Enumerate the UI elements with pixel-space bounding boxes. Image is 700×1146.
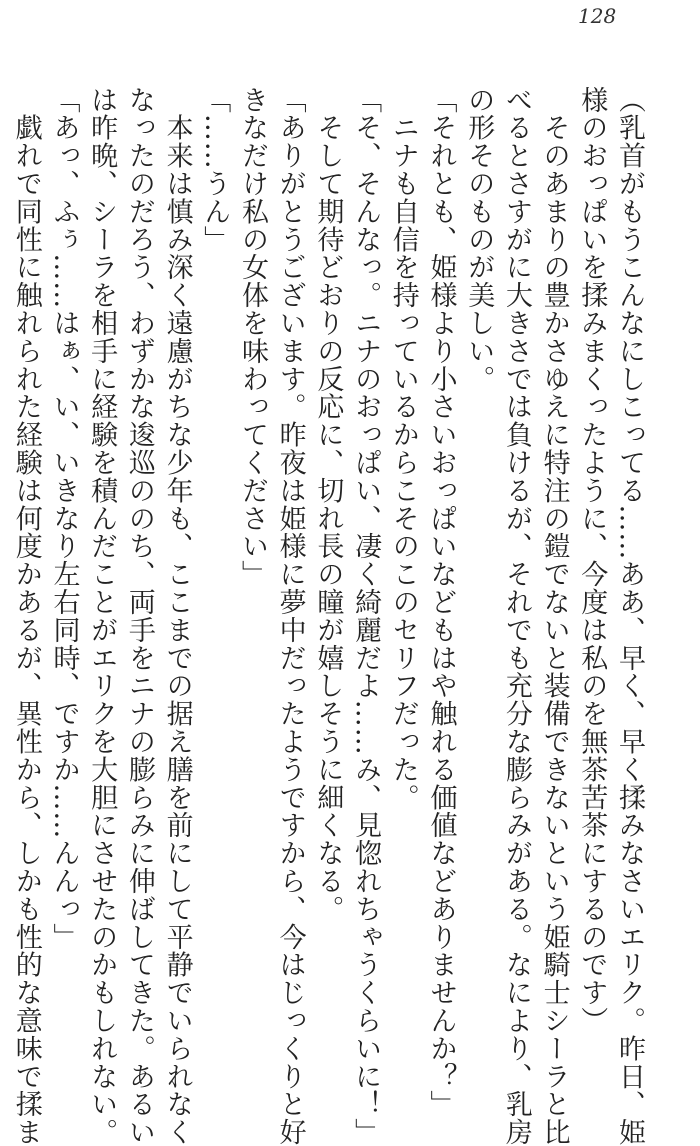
text-line: 戯れで同性に触れられた経験は何度かあるが、異性から、しかも性的な意味で揉ま [10, 86, 42, 1146]
text-line: 「それとも、姫様より小さいおっぱいなどもはや触れる価値などありませんか？」 [425, 86, 457, 1119]
vertical-text-body [10, 86, 648, 1146]
text-line: べるとさすがに大きさでは負けるが、それでも充分な膨らみがある。なにより、乳房 [500, 86, 532, 1146]
text-line: なったのだろう、わずかな逡巡ののち、両手をニナの膨らみに伸ばしてきた。あるい [123, 86, 155, 1146]
text-line: 「……うん」 [199, 86, 231, 254]
page-number: 128 [578, 4, 617, 28]
text-line: そのあまりの豊かさゆえに特注の鎧でないと装備できないという姫騎士シーラと比 [538, 86, 570, 1146]
text-line: （乳首がもうこんなにしこってる……ああ、早く、早く揉みなさいエリク。昨日、姫 [614, 86, 645, 1146]
text-line: 本来は慎み深く遠慮がちな少年も、ここまでの据え膳を前にして平静でいられなく [161, 86, 193, 1146]
text-line: きなだけ私の女体を味わってください」 [236, 86, 268, 589]
text-line: 「あっ、ふぅ……はぁ、い、いきなり左右同時、ですか……んんっ」 [48, 86, 80, 951]
text-line: は昨晩、シーラを相手に経験を積んだことがエリクを大胆にさせたのかもしれない。 [86, 86, 118, 1146]
text-line: そして期待どおりの反応に、切れ長の瞳が嬉しそうに細くなる。 [312, 86, 344, 923]
text-line: 「そ、そんなっ。ニナのおっぱい、凄く綺麗だよ……み、見惚れちゃうくらいに！」 [350, 86, 382, 1146]
text-line: 「ありがとうございます。昨夜は姫様に夢中だったようですから、今はじっくりと好 [274, 86, 306, 1146]
text-line: ニナも自信を持っているからこそのこのセリフだった。 [387, 86, 419, 812]
text-line: の形そのものが美しい。 [463, 86, 495, 393]
text-line: 様のおっぱいを揉みまくったように、今度は私のを無茶苦茶にするのです） [576, 86, 608, 1035]
